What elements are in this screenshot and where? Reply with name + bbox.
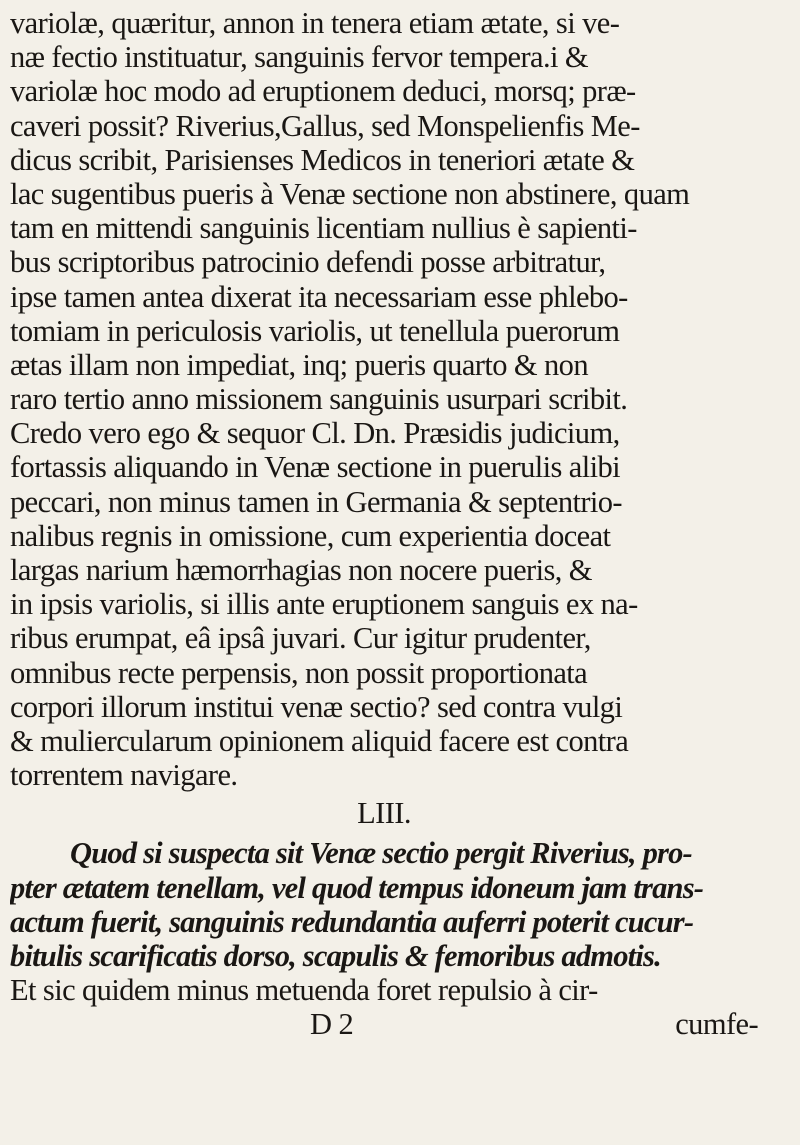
text-line: variolæ, quæritur, annon in tenera etiam ætate, si ve- bbox=[10, 6, 620, 40]
text-line: peccari, non minus tamen in Germania & septentrio- bbox=[10, 484, 622, 519]
book-page bbox=[10, 6, 798, 1041]
text-line: omnibus recte perpensis, non possit proportionata bbox=[10, 655, 588, 690]
text-line: raro tertio anno missionem sanguinis usurpari scribit. bbox=[10, 382, 628, 417]
text-line: nalibus regnis in omissione, cum experientia doceat bbox=[10, 518, 611, 553]
text-line: ribus erumpat, eâ ipsâ juvari. Cur igitur prudenter, bbox=[10, 621, 591, 656]
catchword: cumfe- bbox=[675, 1007, 758, 1042]
text-line: largas narium hæmorrhagias non nocere pueris, & bbox=[10, 553, 592, 587]
text-line: tam en mittendi sanguinis licentiam nullius è sapienti- bbox=[10, 211, 637, 246]
text-line: bus scriptoribus patrocinio defendi posse arbitratur, bbox=[10, 245, 606, 280]
text-line: ætas illam non impediat, inq; pueris quarto & non bbox=[10, 347, 588, 382]
section-heading: LIII. bbox=[357, 796, 411, 827]
text-line: torrentem navigare. bbox=[10, 758, 238, 793]
text-line: corpori illorum institui venæ sectio? sed contra vulgi bbox=[10, 689, 623, 724]
paragraph-2 bbox=[10, 836, 798, 1007]
text-line: dicus scribit, Parisienses Medicos in teneriori ætate & bbox=[10, 142, 635, 177]
text-line: næ fectio instituatur, sanguinis fervor tempera.i & bbox=[10, 40, 589, 75]
text-line: Et sic quidem minus metuenda foret repulsio à cir- bbox=[10, 973, 598, 1008]
page-footer bbox=[10, 1007, 798, 1041]
text-line-italic: actum fuerit, sanguinis redundantia auferri poterit cucur- bbox=[10, 904, 694, 939]
paragraph-1 bbox=[10, 6, 798, 792]
text-line: & muliercularum opinionem aliquid facere est contra bbox=[10, 723, 629, 758]
text-line-italic: pter ætatem tenellam, vel quod tempus idoneum jam trans- bbox=[10, 870, 704, 905]
text-line: lac sugentibus pueris à Venæ sectione non abstinere, quam bbox=[10, 176, 690, 211]
text-line: variolæ hoc modo ad eruptionem deduci, morsq; præ- bbox=[10, 74, 636, 109]
text-line: tomiam in periculosis variolis, ut tenellula puerorum bbox=[10, 313, 620, 348]
text-line: in ipsis variolis, si illis ante eruptionem sanguis ex na- bbox=[10, 587, 638, 622]
text-line: fortassis aliquando in Venæ sectione in puerulis alibi bbox=[10, 450, 620, 485]
text-line: ipse tamen antea dixerat ita necessariam esse phlebo- bbox=[10, 279, 628, 314]
text-line-italic: bitulis scarificatis dorso, scapulis & femoribus admotis. bbox=[10, 938, 661, 973]
signature-mark: D 2 bbox=[310, 1007, 354, 1042]
text-line: caveri possit? Riverius,Gallus, sed Monspelienfis Me- bbox=[10, 108, 640, 143]
text-line-italic: Quod si suspecta sit Venæ sectio pergit Riverius, pro- bbox=[70, 836, 692, 871]
text-line: Credo vero ego & sequor Cl. Dn. Præsidis judicium, bbox=[10, 416, 620, 451]
